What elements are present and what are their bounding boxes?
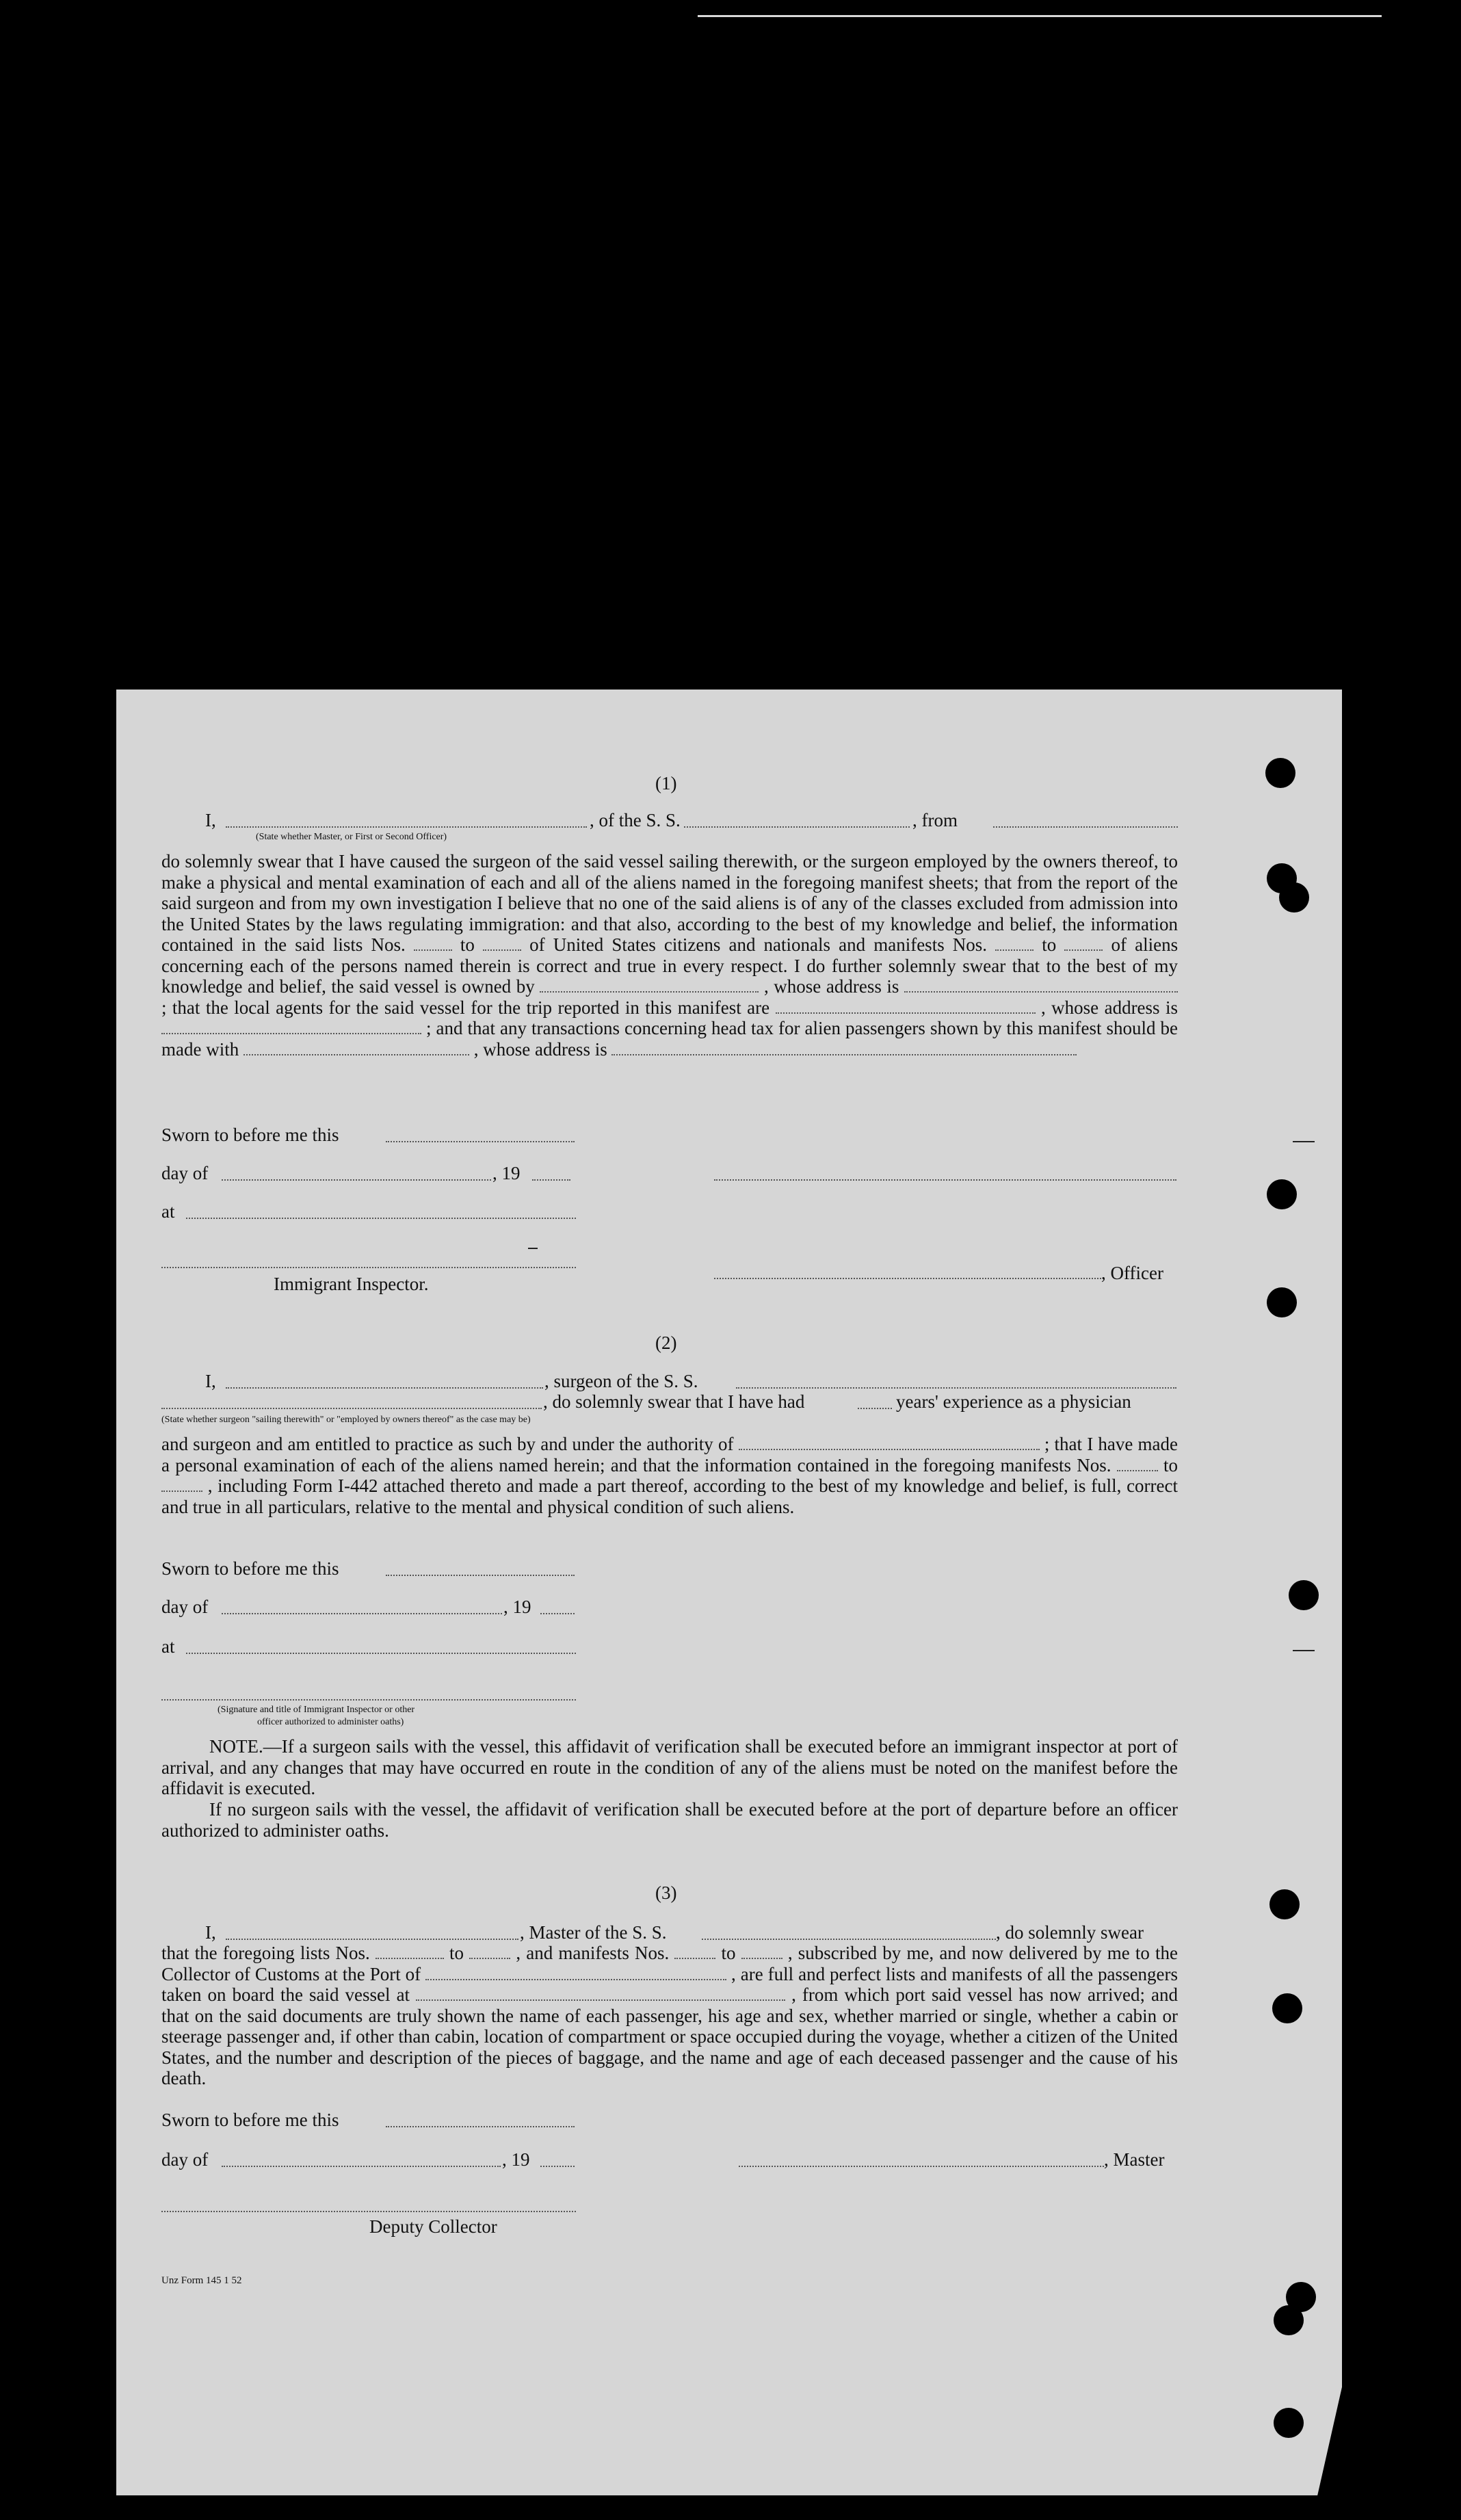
local-agents-field [776, 1000, 1036, 1014]
surgeon-note-paragraph [161, 1736, 1178, 1799]
section-2-at-field [186, 1653, 576, 1654]
master-name-field [226, 1939, 518, 1940]
agents-address-field [161, 1021, 421, 1034]
punch-hole [1267, 1179, 1297, 1209]
oath-text-j: , whose address is [473, 1038, 607, 1060]
punch-hole [1269, 1889, 1300, 1919]
master-lists-from-field [376, 1945, 444, 1959]
years-experience-field [858, 1408, 892, 1409]
surgeon-note-1: NOTE.—If a surgeon sails with the vessel, this affidavit of verification shall be executed before an immigrant inspector at port of arrival, and any changes that may have occurred en route in the condition of any of the aliens must be noted on the manifest before the affidavit is executed. [161, 1736, 1178, 1798]
officer-label: , Officer [1101, 1263, 1163, 1283]
surgeon-swear-label: , do solemnly swear that I have had [543, 1391, 805, 1412]
immigrant-inspector-label: Immigrant Inspector. [274, 1274, 429, 1294]
oath-text-d: to [1042, 934, 1057, 955]
years-experience-label: years' experience as a physician [896, 1391, 1131, 1412]
section-3-year-label: , 19 [502, 2149, 530, 2170]
oath-text-e: of aliens concerning each of the persons named therein is correct and true in every respect. I do further solemnly swear that to the best of my knowledge and belief, the said vessel is owned by [161, 934, 1179, 997]
deputy-collector-signature-line [161, 2211, 576, 2212]
punch-hole [1289, 1580, 1319, 1610]
section-1-sworn-field [386, 1141, 575, 1142]
section-3-year-field [540, 2166, 575, 2167]
citizen-lists-to-field [483, 937, 521, 951]
authority-field [739, 1436, 1040, 1450]
section-1-year-label: , 19 [492, 1163, 521, 1183]
surgeon-type-field [161, 1408, 542, 1409]
section-1-at-field [186, 1218, 576, 1219]
from-port-field [993, 826, 1178, 828]
master-text-d: to [721, 1943, 736, 1963]
vessel-name-field [684, 826, 910, 828]
head-tax-party-field [244, 1042, 469, 1055]
master-vessel-field [702, 1939, 996, 1940]
inspector-signature-line [161, 1267, 576, 1268]
surgeon-text-d: , including Form I-442 attached thereto and made a part thereof, according to the best of my knowledge and belief, is full, correct and true in all particulars, relative to the mental and physical condition of such aliens. [161, 1475, 1179, 1517]
surgeon-manifests-to-field [161, 1478, 202, 1492]
deputy-collector-label: Deputy Collector [369, 2216, 497, 2237]
section-1-day-field [222, 1179, 491, 1181]
signature-note-line-1: (Signature and title of Immigrant Inspector or other [218, 1705, 415, 1715]
master-text-e: , subscribed by me, and now delivered by me to the Collector of Customs at the Port of [161, 1943, 1179, 1984]
officer-title-line [714, 1278, 1101, 1279]
surgeon-manifests-from-field [1117, 1458, 1158, 1471]
section-2-year-label: , 19 [503, 1597, 531, 1617]
section-3-oath-paragraph [161, 1943, 1178, 2089]
vessel-owner-field [540, 979, 759, 993]
section-2-i: I, [205, 1371, 216, 1391]
master-text-b: to [449, 1943, 464, 1963]
master-text-g: , from which port said vessel has now arrived; and that on the said documents are truly shown the name of each passenger, his age and sex, whether married or single, whether a cabin or steerage passenger and, if other than cabin, location of compartment or space occupied during the voyage, whether a citizen of the United States, and the number and description of the pieces of baggage, and the name and age of each deceased passenger and the cause of his death. [161, 1984, 1178, 2088]
port-of-arrival-field [425, 1967, 726, 1980]
section-2-day-field [222, 1613, 502, 1614]
surgeon-name-field [226, 1387, 543, 1389]
section-1-at-label: at [161, 1201, 175, 1222]
surgeon-text-a: and surgeon and am entitled to practice as such by and under the authority of [161, 1434, 734, 1454]
section-2-oath-paragraph [161, 1434, 1178, 1517]
scan-top-edge-line [698, 15, 1382, 17]
section-1-year-field [532, 1179, 570, 1181]
embarkation-port-field [416, 1987, 785, 2001]
margin-mark [1293, 1141, 1315, 1142]
punch-hole [1265, 758, 1295, 788]
signature-note-line-2: officer authorized to administer oaths) [257, 1717, 404, 1727]
margin-mark [1293, 1650, 1315, 1651]
section-2-sworn-field [386, 1575, 575, 1576]
section-2-year-field [540, 1613, 575, 1614]
of-the-ss-label: , of the S. S. [590, 810, 681, 830]
oath-text-i: ; and that any transactions concerning head tax for alien passengers shown by this manifest should be made with [161, 1018, 1179, 1060]
punch-hole [1267, 1287, 1297, 1317]
owner-address-field [904, 979, 1178, 993]
from-label: , from [912, 810, 958, 830]
punch-hole [1274, 2408, 1304, 2438]
section-1-i: I, [205, 810, 216, 830]
section-3-day-field [222, 2166, 501, 2167]
surgeon-note-2: If no surgeon sails with the vessel, the affidavit of verification shall be executed before at the port of departure before an officer authorized to administer oaths. [161, 1799, 1178, 1841]
alien-manifests-to-field [1064, 937, 1103, 951]
section-2-at-label: at [161, 1636, 175, 1657]
master-of-ss-label: , Master of the S. S. [520, 1922, 667, 1943]
oath-text-f: , whose address is [763, 976, 899, 997]
punch-hole [1279, 882, 1309, 913]
master-text-a: that the foregoing lists Nos. [161, 1943, 370, 1963]
alien-manifests-from-field [995, 937, 1034, 951]
master-manifests-to-field [741, 1945, 782, 1959]
surgeon-type-note: (State whether surgeon "sailing therewith" or "employed by owners thereof" as the case may be) [161, 1415, 531, 1425]
no-surgeon-note-paragraph [161, 1799, 1178, 1841]
section-1-sworn-label: Sworn to before me this [161, 1125, 339, 1145]
master-signature-line [739, 2166, 1104, 2167]
punch-hole [1274, 2305, 1304, 2335]
surgeon-text-b: ; that I have made a personal examination of each of the aliens named herein; and that the information contained in the foregoing manifests Nos. [161, 1434, 1179, 1475]
section-2-sworn-label: Sworn to before me this [161, 1558, 339, 1579]
section-3-i: I, [205, 1922, 216, 1943]
head-tax-address-field [611, 1042, 1077, 1055]
oath-text-a: do solemnly swear that I have caused the surgeon of the said vessel sailing therewith, or the surgeon employed by the owners thereof, to make a physical and mental examination of each and all of the aliens named in the foregoing manifest sheets; that from the report of the said surgeon and from my own investigation I believe that no one of the said aliens is of any of the classes excluded from admission into the United States by the laws regulating immigration: and that also, according to the best of my knowledge and belief, the information contained in the said lists Nos. [161, 851, 1178, 955]
officer-signature-line [714, 1179, 1176, 1181]
oath-text-g: ; that the local agents for the said vessel for the trip reported in this manifest are [161, 997, 770, 1018]
section-3-sworn-field [386, 2126, 575, 2127]
surgeon-of-ss-label: , surgeon of the S. S. [544, 1371, 698, 1391]
officer-name-field [226, 826, 587, 828]
punch-hole [1272, 1993, 1302, 2023]
surgeon-text-c: to [1163, 1454, 1179, 1475]
section-2-number: (2) [655, 1333, 677, 1353]
section-1-day-of-label: day of [161, 1163, 209, 1183]
master-manifests-from-field [674, 1945, 715, 1959]
master-label: , Master [1104, 2149, 1165, 2170]
surgeon-vessel-field [736, 1387, 1176, 1389]
officer-rank-note: (State whether Master, or First or Second Officer) [256, 832, 447, 842]
section-3-sworn-label: Sworn to before me this [161, 2110, 339, 2130]
oath-text-b: to [460, 934, 475, 955]
section-3-number: (3) [655, 1882, 677, 1903]
section-1-oath-paragraph [161, 851, 1178, 1060]
section-2-signature-line [161, 1699, 576, 1701]
master-text-f: , are full and perfect lists and manifests of all the passengers taken on board the said vessel at [161, 1963, 1178, 2005]
form-identifier: Unz Form 145 1 52 [161, 2275, 242, 2286]
section-1-number: (1) [655, 773, 677, 793]
citizen-lists-from-field [414, 937, 452, 951]
master-lists-to-field [469, 1945, 510, 1959]
section-2-day-of-label: day of [161, 1597, 209, 1617]
section-3-day-of-label: day of [161, 2149, 209, 2170]
master-text-c: , and manifests Nos. [516, 1943, 670, 1963]
pen-mark [528, 1248, 538, 1249]
oath-text-h: , whose address is [1040, 997, 1178, 1018]
oath-text-c: of United States citizens and nationals and manifests Nos. [529, 934, 988, 955]
master-swear-label: , do solemnly swear [996, 1922, 1144, 1943]
